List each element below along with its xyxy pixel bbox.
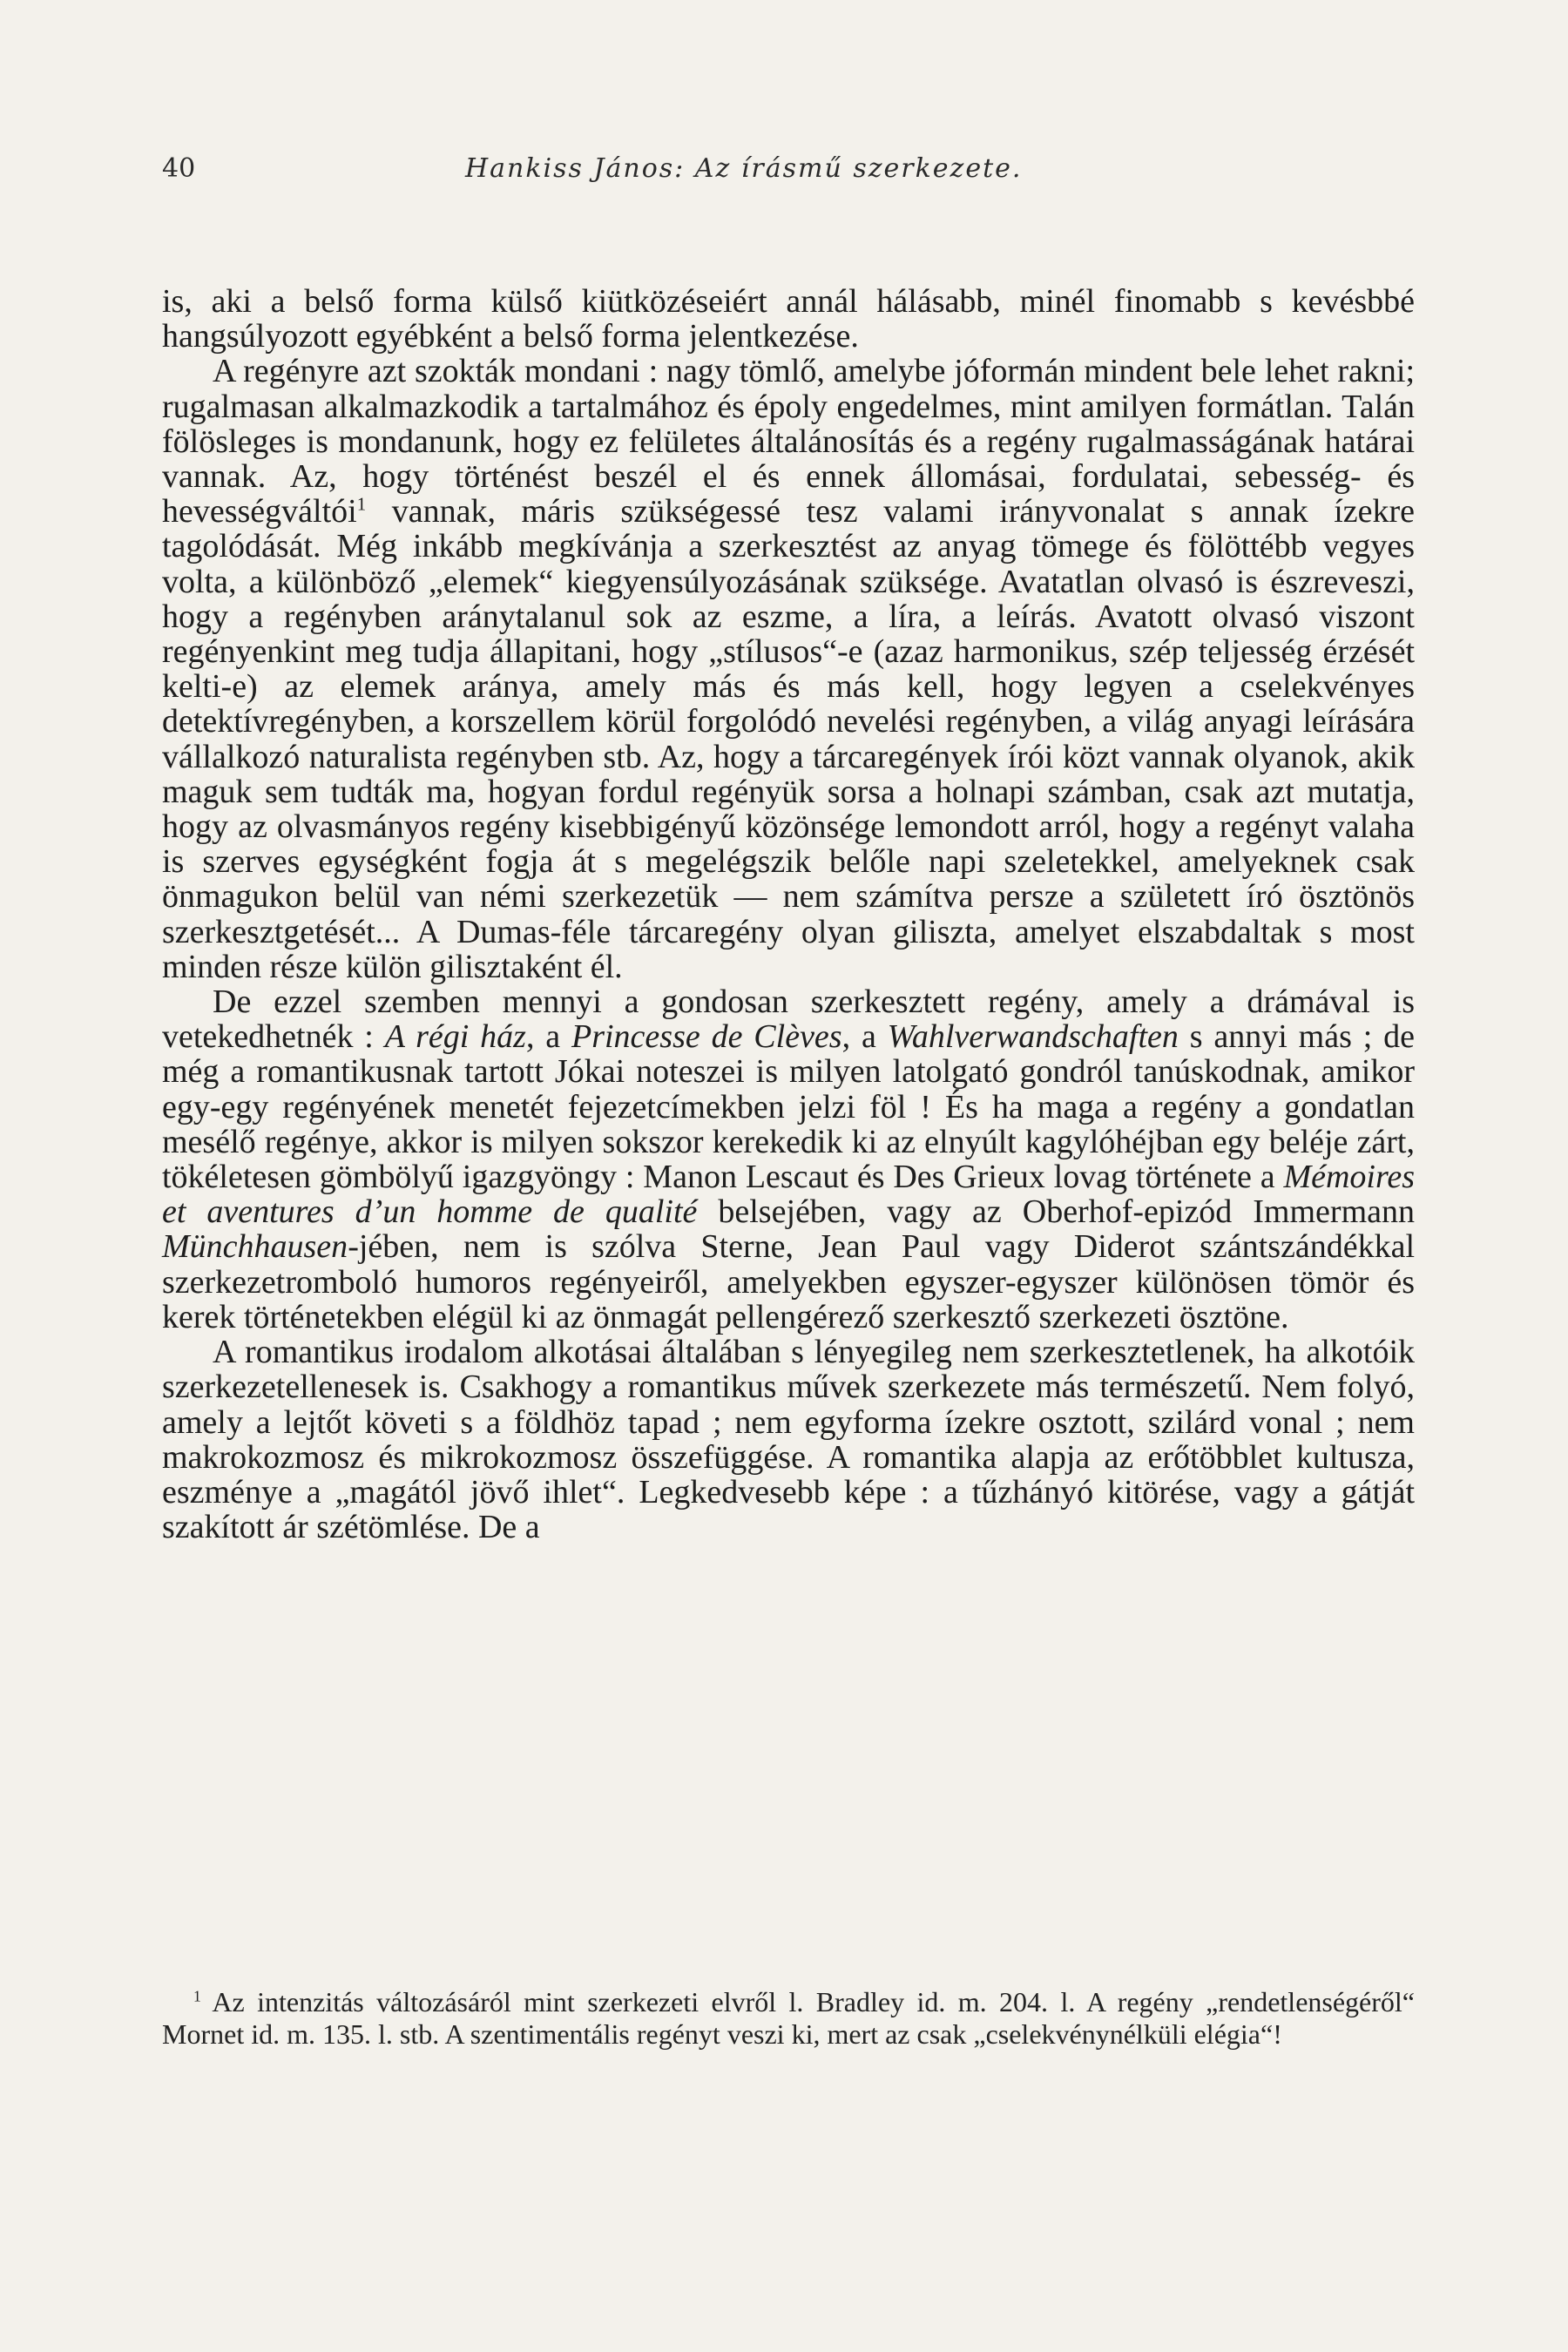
text-segment: A regényre azt szokták mondani : nagy tömlő, amelybe jóformán mindent bele lehet rakni; rugalmasan alkalmazkodik a tartalmához és époly engedelmes, mint amilyen formátlan. Talán fölösleges is mondanunk, hogy ez felületes általánosítás és a regény rugalmasságának határai vannak. Az, hogy történést beszél el és ennek állomásai, fordulatai, sebesség- és hevességváltói	[162, 353, 1415, 531]
italic-title: Münchhausen	[162, 1228, 348, 1266]
page-header	[162, 153, 1416, 192]
footnotes	[162, 1986, 1415, 2051]
italic-title: Mémoires et aventures d’un homme de qualité	[162, 1159, 1415, 1231]
paragraph	[162, 1335, 1415, 1544]
text-segment: , a	[841, 1018, 888, 1056]
italic-title: Princesse de Clèves	[571, 1018, 842, 1056]
italic-title: Wahlverwandschaften	[887, 1018, 1179, 1056]
footnote-marker: 1	[193, 1987, 201, 2005]
body-text	[162, 284, 1415, 1544]
text-segment: s annyi más ; de még a romantikusnak tartott Jókai noteszei is milyen latolgató gondról tanúskodnak, amikor egy-egy regényének menetét fejezetcímekben jelzi föl ! És ha maga a regény a gondatlan mesélő regénye, akkor is milyen sokszor kerekedik ki az elnyúlt kagylóhéjban egy beléje zárt, tökéletesen gömbölyű igazgyöngy : Manon Lescaut és Des Grieux lovag története a	[162, 1018, 1415, 1196]
text-segment: -jében, nem is szólva Sterne, Jean Paul vagy Diderot szántszándékkal szerkezetromboló humoros regényeiről, amelyekben egyszer-egyszer különösen tömör és kerek történetekben elégül ki az önmagát pellengérező szerkesztő szerkezeti ösztöne.	[162, 1228, 1415, 1335]
text-segment: belsejében, vagy az Oberhof-epizód Immermann	[697, 1193, 1415, 1231]
paragraph	[162, 284, 1415, 354]
text-segment: , a	[525, 1018, 571, 1056]
running-head: Hankiss János: Az írásmű szerkezete.	[465, 153, 1023, 184]
paragraph	[162, 354, 1415, 984]
italic-title: A régi ház	[384, 1018, 526, 1056]
text-segment: A romantikus irodalom alkotásai általában s lényegileg nem szerkesztetlenek, ha alkotóik szerkezetellenesek is. Csakhogy a romantikus művek szerkezete más természetű. Nem folyó, amely a lejtőt követi s a földhöz tapad ; nem egyforma ízekre osztott, szilárd vonal ; nem makrokozmosz és mikrokozmosz összefüggése. A romantika alapja az erőtöbblet kultusza, eszménye a „magától jövő ihlet“. Legkedvesebb képe : a tűzhányó kitörése, vagy a gátját szakított ár szétömlése. De a	[162, 1334, 1415, 1546]
text-segment: vannak, máris szükségessé tesz valami irányvonalat s annak ízekre tagolódását. Még inkább megkívánja a szerkesztést az anyag tömege és fölöttébb vegyes volta, a különböző „elemek“ kiegyensúlyozásának szüksége. Avatatlan olvasó is észreveszi, hogy a regényben aránytalanul sok az eszme, a líra, a leírás. Avatott olvasó viszont regényenkint meg tudja állapitani, hogy „stílusos“-e (azaz harmonikus, szép teljesség érzését kelti-e) az elemek aránya, amely más és más kell, hogy legyen a cselekvényes detektívregényben, a korszellem körül forgolódó nevelési regényben, a világ anyagi leírására vállalkozó naturalista regényben stb. Az, hogy a tárcaregények írói közt vannak olyanok, akik maguk sem tudták ma, hogyan fordul regényük sorsa a holnapi számban, csak azt mutatja, hogy az olvasmányos regény kisebbigényű közönsége lemondott arról, hogy a regényt valaha is szerves egységként fogja át s megelégszik belőle napi szeletekkel, amelyeknek csak önmagukon belül van némi szerkezetük — nem számítva persze a született író ösztönös szerkesztgetését... A Dumas-féle tárcaregény olyan giliszta, amelyet elszabdaltak s most minden része külön gilisztaként él.	[162, 493, 1415, 985]
text-segment: is, aki a belső forma külső kiütközéseiért annál hálásabb, minél finomabb s kevésbbé hangsúlyozott egyébként a belső forma jelentkezése.	[162, 283, 1415, 355]
paragraph	[162, 984, 1415, 1335]
footnote	[162, 1986, 1415, 2051]
footnote-text: Az intenzitás változásáról mint szerkezeti elvről l. Bradley id. m. 204. l. A regény „rendetlenségéről“ Mornet id. m. 135. l. stb. A szentimentális regényt veszi ki, mert az csak „cselekvénynélküli elégia“!	[162, 1986, 1415, 2050]
footnote-reference: 1	[356, 493, 367, 515]
text-segment: De ezzel szemben mennyi a gondosan szerkesztett regény, amely a drámával is vetekedhetnék :	[162, 983, 1415, 1056]
page-number: 40	[162, 153, 196, 184]
